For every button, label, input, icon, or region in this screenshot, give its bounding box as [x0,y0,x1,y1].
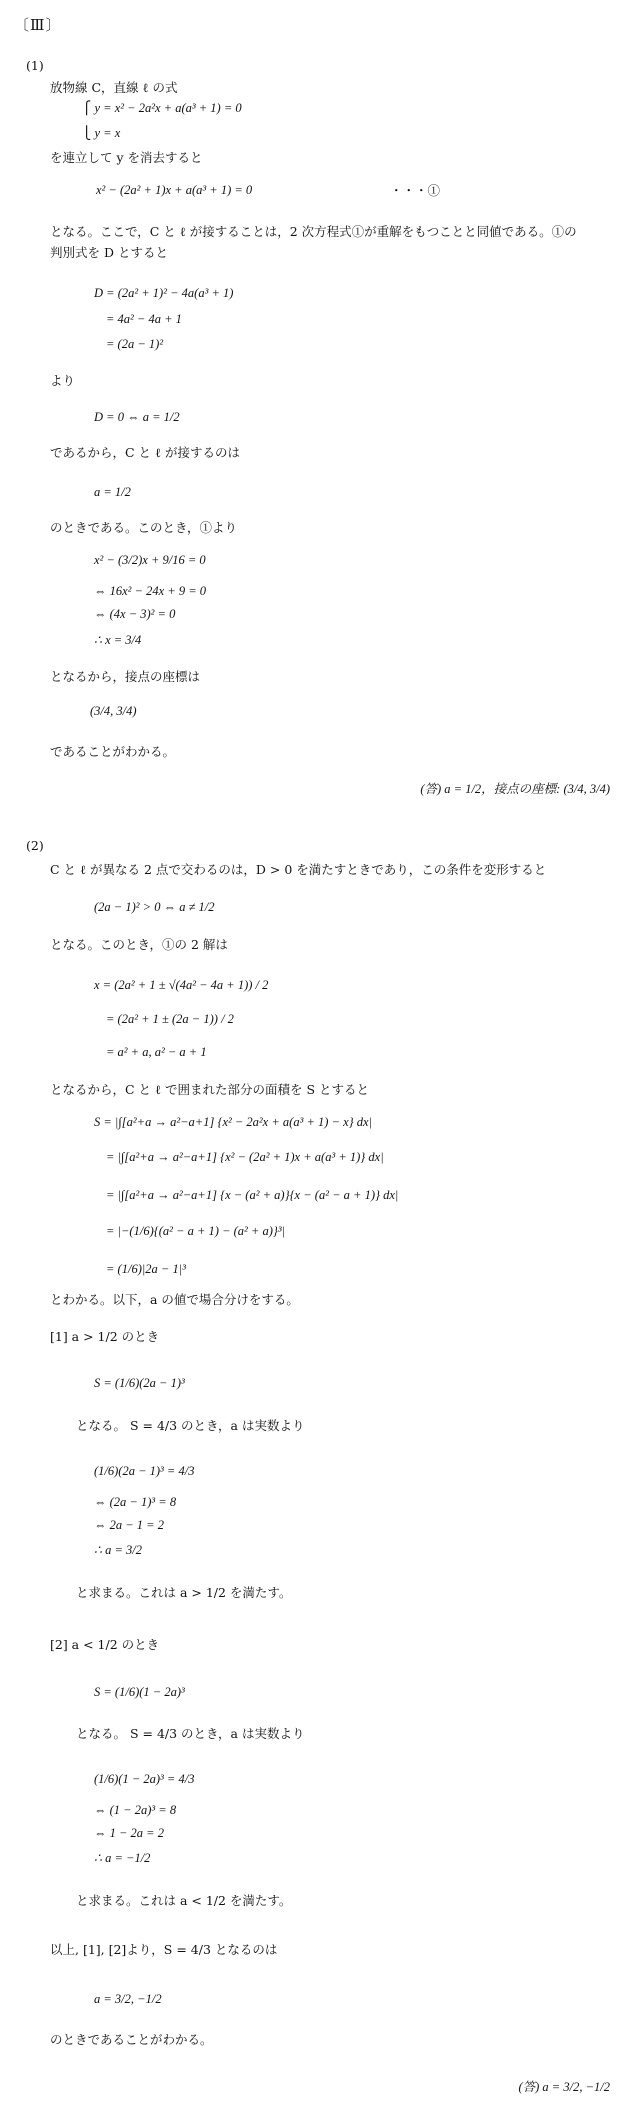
part2-line: = a² + a, a² − a + 1 [106,1045,207,1059]
part2-line: となる。このとき，①の 2 解は [50,937,228,952]
part1-line: ⎧ y = x² − 2a²x + a(a³ + 1) = 0 [82,101,242,115]
part2-line: S = (1/6)(1 − 2a)³ [94,1685,185,1699]
part2-line: ⇔ 2a − 1 = 2 [94,1518,164,1532]
part1-line: より [50,373,76,388]
part1-line: ∴ x = 3/4 [94,633,142,647]
part2-answer: (答) a = 3/2, −1/2 [518,2080,610,2094]
part2-line: = |∫[a²+a → a²−a+1] {x − (a² + a)}{x − (a² − a + 1)} dx| [106,1188,399,1202]
part2-line: ∴ a = −1/2 [94,1851,151,1865]
part1-line: (3/4, 3/4) [90,704,137,718]
part1-line: ⇔ 16x² − 24x + 9 = 0 [94,584,207,598]
part2-line: となる。 S = 4/3 のとき，a は実数より [76,1726,305,1741]
part1-line: x² − (2a² + 1)x + a(a³ + 1) = 0 [96,183,253,197]
part2-line: のときであることがわかる。 [50,2032,213,2047]
part1-line: ⎩ y = x [82,126,121,140]
part2-line: とわかる。以下，a の値で場合分けをする。 [50,1292,299,1307]
part2-line: = (2a² + 1 ± (2a − 1)) / 2 [106,1012,234,1026]
part1-answer: (答) a = 1/2，接点の座標: (3/4, 3/4) [420,782,610,796]
part2-line: S = (1/6)(2a − 1)³ [94,1376,185,1390]
part1-line: であるから，C と ℓ が接するのは [50,445,240,460]
part1-line: であることがわかる。 [50,744,176,759]
part1-line: となる。ここで，C と ℓ が接することは，2 次方程式①が重解をもつことと同値である。①の [50,224,577,239]
part2-line: S = |∫[a²+a → a²−a+1] {x² − 2a²x + a(a³ + 1) − x} dx| [94,1115,373,1129]
part2-line: ∴ a = 3/2 [94,1543,142,1557]
section-heading: 〔Ⅲ〕 [14,16,62,34]
part2-line: = |∫[a²+a → a²−a+1] {x² − (2a² + 1)x + a(a³ + 1)} dx| [106,1150,384,1164]
part1-line: を連立して y を消去すると [50,150,203,165]
part2-line: C と ℓ が異なる 2 点で交わるのは，D > 0 を満たすときであり，この条件を変形すると [50,862,547,877]
part2-line: 以上, [1], [2]より，S = 4/3 となるのは [50,1942,278,1957]
part1-line: D = (2a² + 1)² − 4a(a³ + 1) [94,286,234,300]
part2-line: = (1/6)|2a − 1|³ [106,1262,186,1276]
part1-line: x² − (3/2)x + 9/16 = 0 [94,553,206,567]
part1-line: 放物線 C，直線 ℓ の式 [50,80,178,95]
part2-line: [1] a > 1/2 のとき [50,1329,160,1344]
part1-line: ・・・① [390,183,441,198]
part1-line: = 4a² − 4a + 1 [106,312,182,326]
part2-line: (1/6)(1 − 2a)³ = 4/3 [94,1772,195,1786]
part1-line: 判別式を D とすると [50,245,168,260]
part2-line: と求まる。これは a > 1/2 を満たす。 [76,1585,292,1600]
part1-line: ⇔ (4x − 3)² = 0 [94,607,176,621]
part1-number: (1) [26,58,44,73]
part2-line: となる。 S = 4/3 のとき，a は実数より [76,1418,305,1433]
part2-line: ⇔ (1 − 2a)³ = 8 [94,1803,177,1817]
part2-line: となるから，C と ℓ で囲まれた部分の面積を S とすると [50,1082,369,1097]
part1-line: のときである。このとき，①より [50,520,238,535]
part2-number: (2) [26,838,44,853]
part2-line: (1/6)(2a − 1)³ = 4/3 [94,1464,195,1478]
part2-line: ⇔ 1 − 2a = 2 [94,1826,164,1840]
part2-line: ⇔ (2a − 1)³ = 8 [94,1495,177,1509]
part1-line: a = 1/2 [94,485,131,499]
part2-line: と求まる。これは a < 1/2 を満たす。 [76,1893,292,1908]
part1-line: D = 0 ⇔ a = 1/2 [94,410,180,424]
part1-line: となるから，接点の座標は [50,669,201,684]
part2-line: x = (2a² + 1 ± √(4a² − 4a + 1)) / 2 [94,978,269,992]
part2-line: = |−(1/6){(a² − a + 1) − (a² + a)}³| [106,1224,286,1238]
part2-line: [2] a < 1/2 のとき [50,1637,160,1652]
part2-line: (2a − 1)² > 0 ⇔ a ≠ 1/2 [94,900,215,914]
part2-line: a = 3/2, −1/2 [94,1992,162,2006]
part1-line: = (2a − 1)² [106,337,164,351]
